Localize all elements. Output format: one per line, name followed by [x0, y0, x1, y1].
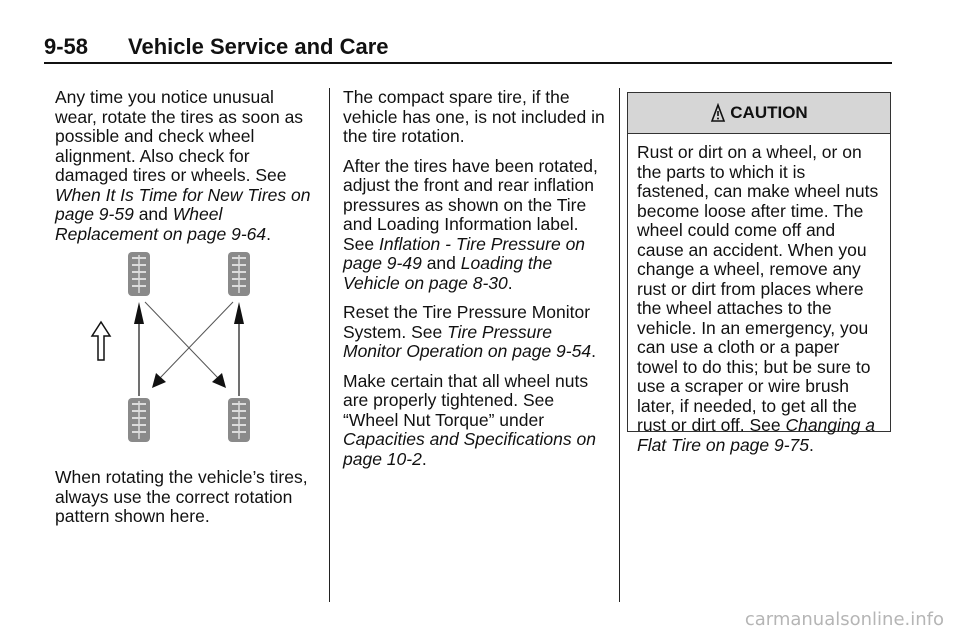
caution-header	[628, 93, 890, 134]
column-2	[343, 88, 609, 479]
page-header	[44, 34, 892, 64]
tire-icon-front-right	[228, 252, 250, 296]
wheel-nuts-paragraph: Make certain that all wheel nuts are properly tightened. See “Wheel Nut Torque” under Capacities and Specifications on page 10-2.	[343, 370, 596, 469]
flat-tire-link[interactable]: Changing a Flat Tire on page 9-75	[637, 415, 876, 455]
loading-vehicle-link[interactable]: Loading the Vehicle on page 8-30	[343, 253, 553, 293]
column-divider	[619, 88, 620, 602]
wheel-replacement-link[interactable]: Wheel Replacement on page 9-64	[55, 204, 267, 244]
tpms-link[interactable]: Tire Pressure Monitor Operation on page 9-54	[343, 321, 592, 361]
tire-rotation-diagram	[90, 248, 260, 448]
tpms-paragraph: Reset the Tire Pressure Monitor System. See Tire Pressure Monitor Operation on page 9-54.	[343, 302, 596, 361]
section-title: Vehicle Service and Care	[128, 34, 389, 59]
column-1	[55, 88, 315, 254]
rotation-pattern-paragraph: When rotating the vehicle’s tires, always use the correct rotation pattern shown here.	[55, 467, 308, 526]
caution-text: Rust or dirt on a wheel, or on the parts to which it is fastened, can make wheel nuts become loose after time. The wheel could come off and cause an accident. When you change a wheel, remove any rust or dirt from places where the wheel attaches to the vehicle. In an emergency, you can use a cloth or a paper towel to do this; but be sure to use a scraper or wire brush later, if needed, to get all the rust or dirt off. See Changing a Flat Tire on page 9-75.	[637, 142, 879, 455]
new-tires-link[interactable]: When It Is Time for New Tires on page 9-59	[55, 184, 311, 224]
spare-tire-paragraph: The compact spare tire, if the vehicle has one, is not included in the tire rotation.	[343, 87, 605, 146]
capacities-link[interactable]: Capacities and Specifications on page 10-2	[343, 429, 596, 469]
rotation-intro-paragraph: Any time you notice unusual wear, rotate the tires as soon as possible and check wheel alignment. Also check for damaged tires or wheels. See When It Is Time for New Tires on page 9-59 and Wheel Replacement on page 9-64.	[55, 87, 311, 244]
tire-icon-front-left	[128, 252, 150, 296]
page-number: 9-58	[44, 34, 89, 59]
caution-box	[627, 92, 891, 455]
tire-icon-rear-right	[228, 398, 250, 442]
watermark: carmanualsonline.info	[744, 609, 944, 630]
column-divider	[329, 88, 330, 602]
tire-icon-rear-left	[128, 398, 150, 442]
inflation-link[interactable]: Inflation - Tire Pressure on page 9-49	[343, 233, 586, 273]
caution-title: CAUTION	[730, 103, 808, 122]
warning-icon	[710, 103, 726, 123]
inflation-paragraph: After the tires have been rotated, adjust the front and rear inflation pressures as shown on the Tire and Loading Information label. See Inflation - Tire Pressure on page 9-49 and Loading the Vehicle on page 8-30.	[343, 155, 598, 293]
front-arrow-icon	[92, 322, 110, 360]
